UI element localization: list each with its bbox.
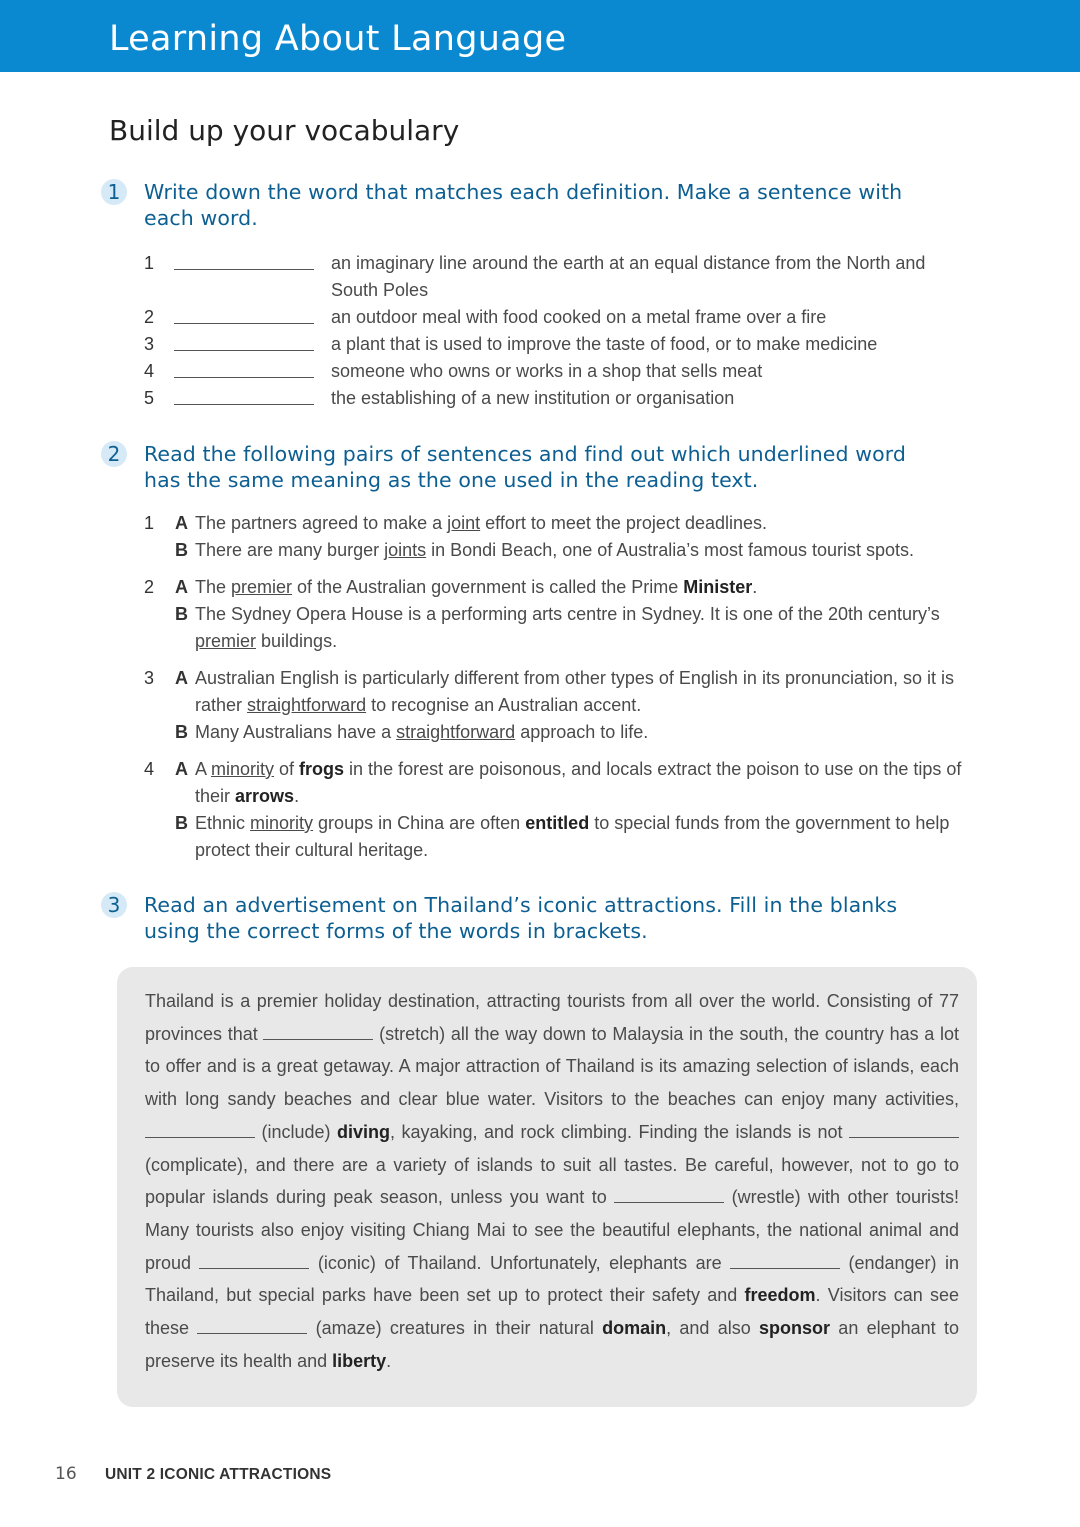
definition-item bbox=[144, 385, 974, 412]
definition-text: an outdoor meal with food cooked on a metal frame over a fire bbox=[331, 307, 827, 327]
bold-word: liberty bbox=[332, 1350, 387, 1371]
pair-number: 4 bbox=[144, 759, 155, 779]
task-1-heading bbox=[101, 179, 971, 231]
definition-item bbox=[144, 331, 974, 358]
section-title: Build up your vocabulary bbox=[109, 114, 460, 147]
underlined-word: joint bbox=[447, 513, 481, 533]
sentence-pair bbox=[144, 574, 974, 655]
answer-blank[interactable] bbox=[263, 1022, 373, 1040]
pair-number: 2 bbox=[144, 577, 155, 597]
sentence-a: A The premier of the Australian government is called the Prime Minister. bbox=[175, 577, 758, 597]
bold-word: freedom bbox=[744, 1285, 816, 1306]
answer-blank[interactable] bbox=[174, 358, 314, 378]
task-instruction: Write down the word that matches each definition. Make a sentence with each word. bbox=[144, 180, 903, 230]
bold-word: Minister bbox=[683, 577, 753, 597]
task-2-heading bbox=[101, 441, 971, 493]
pair-number: 1 bbox=[144, 513, 155, 533]
sentence-a: A A minority of frogs in the forest are poisonous, and locals extract the poison to use on the tips of their arrows. bbox=[175, 759, 962, 806]
header-bar bbox=[0, 0, 1080, 72]
answer-blank[interactable] bbox=[849, 1120, 959, 1138]
answer-blank[interactable] bbox=[199, 1251, 309, 1269]
sentence-b: B The Sydney Opera House is a performing arts centre in Sydney. It is one of the 20th century’s premier buildings. bbox=[175, 604, 940, 651]
definition-item bbox=[144, 250, 974, 304]
sentence-b: B Ethnic minority groups in China are often entitled to special funds from the government to help protect their cultural heritage. bbox=[175, 813, 950, 860]
task-number-badge: 2 bbox=[101, 441, 127, 467]
definition-text: an imaginary line around the earth at an equal distance from the North and South Poles bbox=[331, 253, 926, 300]
definition-item bbox=[144, 304, 974, 331]
definition-text: the establishing of a new institution or organisation bbox=[331, 388, 735, 408]
page-number: 16 bbox=[55, 1464, 77, 1484]
answer-blank[interactable] bbox=[614, 1185, 724, 1203]
answer-blank[interactable] bbox=[174, 250, 314, 270]
task-number-badge: 3 bbox=[101, 892, 127, 918]
underlined-word: straightforward bbox=[247, 695, 367, 715]
definition-list bbox=[144, 250, 974, 412]
item-number: 3 bbox=[144, 334, 155, 354]
task-3-heading bbox=[101, 892, 971, 944]
answer-blank[interactable] bbox=[730, 1251, 840, 1269]
task-instruction: Read an advertisement on Thailand’s iconic attractions. Fill in the blanks using the correct forms of the words in brackets. bbox=[144, 893, 898, 943]
answer-blank[interactable] bbox=[174, 385, 314, 405]
item-number: 1 bbox=[144, 253, 155, 273]
underlined-word: premier bbox=[195, 631, 257, 651]
advertisement-box bbox=[117, 967, 977, 1407]
item-number: 5 bbox=[144, 388, 155, 408]
task-number-badge: 1 bbox=[101, 179, 127, 205]
unit-label: UNIT 2 ICONIC ATTRACTIONS bbox=[105, 1466, 332, 1483]
answer-blank[interactable] bbox=[197, 1316, 307, 1334]
underlined-word: minority bbox=[250, 813, 314, 833]
advertisement-passage: Thailand is a premier holiday destination, attracting tourists from all over the world. Consisting of 77 provinces that (stretch) all the way down to Malaysia in the south, the country has a lot to offer and is a great getaway. A major attraction of Thailand is its amazing selection of islands, each with long sandy beaches and clear blue water. Visitors to the beaches can enjoy many activities, (include) diving, kayaking, and rock climbing. Finding the islands is not (complicate), and there are a variety of islands to suit all tastes. Be careful, however, not to go to popular islands during peak season, unless you want to (wrestle) with other tourists! Many tourists also enjoy visiting Chiang Mai to see the beautiful elephants, the national animal and proud (iconic) of Thailand. Unfortunately, elephants are (endanger) in Thailand, but special parks have been set up to protect their safety and freedom. Visitors can see these (amaze) creatures in their natural domain, and also sponsor an elephant to preserve its health and liberty. bbox=[145, 991, 959, 1371]
sentence-pair bbox=[144, 756, 974, 864]
bold-word: sponsor bbox=[759, 1318, 831, 1339]
sentence-b: B There are many burger joints in Bondi Beach, one of Australia’s most famous tourist spots. bbox=[175, 540, 915, 560]
page-footer bbox=[55, 1464, 331, 1484]
item-number: 2 bbox=[144, 307, 155, 327]
sentence-pair bbox=[144, 665, 974, 746]
task-instruction: Read the following pairs of sentences and find out which underlined word has the same meaning as the one used in the reading text. bbox=[144, 442, 907, 492]
definition-item bbox=[144, 358, 974, 385]
underlined-word: straightforward bbox=[396, 722, 516, 742]
definition-text: a plant that is used to improve the taste of food, or to make medicine bbox=[331, 334, 878, 354]
underlined-word: joints bbox=[384, 540, 427, 560]
sentence-pair bbox=[144, 510, 974, 564]
sentence-a: A Australian English is particularly different from other types of English in its pronunciation, so it is rather straightforward to recognise an Australian accent. bbox=[175, 668, 955, 715]
bold-word: diving bbox=[337, 1121, 390, 1142]
pair-number: 3 bbox=[144, 668, 155, 688]
answer-blank[interactable] bbox=[174, 304, 314, 324]
definition-text: someone who owns or works in a shop that sells meat bbox=[331, 361, 763, 381]
sentence-a: A The partners agreed to make a joint effort to meet the project deadlines. bbox=[175, 513, 768, 533]
underlined-word: premier bbox=[231, 577, 293, 597]
answer-blank[interactable] bbox=[174, 331, 314, 351]
sentence-b: B Many Australians have a straightforward approach to life. bbox=[175, 722, 649, 742]
sentence-pairs bbox=[144, 510, 974, 874]
answer-blank[interactable] bbox=[145, 1120, 255, 1138]
bold-word: arrows bbox=[235, 786, 295, 806]
page-header-title: Learning About Language bbox=[109, 19, 567, 59]
bold-word: entitled bbox=[525, 813, 590, 833]
bold-word: frogs bbox=[299, 759, 345, 779]
item-number: 4 bbox=[144, 361, 155, 381]
underlined-word: minority bbox=[211, 759, 275, 779]
bold-word: domain bbox=[602, 1318, 667, 1339]
